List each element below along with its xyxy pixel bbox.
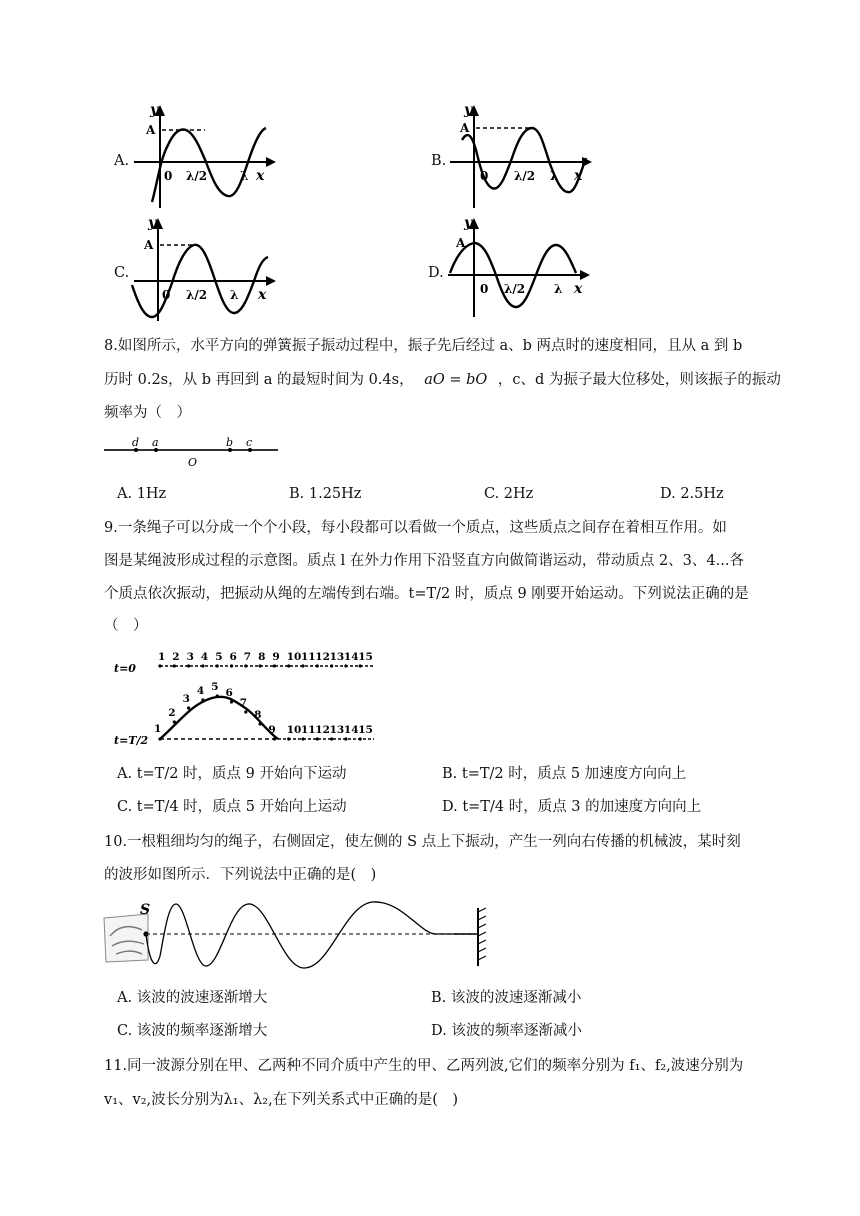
q9-top-point-dot [330,664,333,667]
q9-bottom-point-label: 4 [196,685,205,697]
q10-option-c[interactable]: C. 该波的频率逐渐增大 [117,1023,268,1039]
q7d-origin: 0 [480,282,489,296]
q9-top-point-label: 7 [243,651,252,663]
q9-bottom-point-label: 14 [343,724,359,736]
q8-option-a[interactable]: A. 1Hz [117,486,167,502]
q9-top-point-label: 11 [301,651,316,663]
q11-stem-line2: v₁、v₂,波长分别为λ₁、λ₂,在下列关系式中正确的是( ) [104,1092,459,1108]
q7d-half: λ/2 [504,282,526,296]
q9-stem-line3: 个质点依次振动，把振动从绳的左端传到右端。t=T/2 时，质点 9 刚要开始运动。下列说法正确的是 [104,586,749,602]
q8-stem-line1: 8.如图所示，水平方向的弹簧振子振动过程中，振子先后经过 a、b 两点时的速度相同，且从 a 到 b [104,338,743,354]
q9-bottom-point-dot [187,706,190,709]
q7a-y: y [150,102,159,118]
q8-stem-line2-b: ，c、d 为振子最大位移处，则该振子的振动 [497,372,781,388]
q7-graph-d [444,213,594,327]
q8-label-c: c [246,436,253,449]
q9-bottom-point-label: 10 [286,724,302,736]
q7c-x: x [258,287,267,303]
q7d-lambda: λ [554,282,563,296]
q8-option-c[interactable]: C. 2Hz [484,486,534,502]
q9-bottom-point-dot [173,720,176,723]
q10-option-b[interactable]: B. 该波的波速逐渐减小 [431,990,582,1006]
q9-bottom-point-dot [201,698,204,701]
q9-bottom-point-label: 6 [225,687,233,699]
q9-bottom-point-label: 7 [239,697,248,709]
q7-graph-c [130,213,280,327]
q9-bottom-point-label: 12 [315,724,330,736]
q9-option-d[interactable]: D. t=T/4 时，质点 3 的加速度方向向上 [442,799,702,815]
q8-stem-line3: 频率为（ ） [104,405,191,421]
q9-bottom-point-label: 1 [154,723,162,735]
q7-option-b-label: B. [431,153,447,169]
q7a-x: x [256,168,265,184]
q9-top-point-label: 1 [158,651,166,663]
q7-option-c-label: C. [114,265,130,281]
q9-top-point-dot [301,664,304,667]
q9-bottom-point-label: 15 [358,724,373,736]
q9-bottom-point-dot [316,737,319,740]
q9-t2-label: t=T/2 [114,734,149,747]
q7b-amp: A [460,121,470,135]
q7d-amp: A [456,236,466,250]
q9-top-point-dot [273,664,276,667]
q9-top-point-label: 8 [258,651,266,663]
q7a-origin: 0 [164,169,173,183]
q9-top-point-dot [187,664,190,667]
q10-option-a[interactable]: A. 该波的波速逐渐增大 [117,990,268,1006]
q7b-x: x [574,168,583,184]
q8-stem-line2-a: 历时 0.2s，从 b 再回到 a 的最短时间为 0.4s， [104,372,414,388]
q7d-y: y [464,215,473,231]
q7-graph-a [130,100,280,214]
q9-top-point-label: 5 [215,651,223,663]
q7-graph-b [446,100,596,214]
q9-top-point-label: 4 [200,651,209,663]
q7c-amp: A [144,238,154,252]
q7a-lambda: λ [240,169,249,183]
q9-bottom-point-dot [344,737,347,740]
q8-label-d: d [132,436,140,449]
q10-stem-line2: 的波形如图所示．下列说法中正确的是( ) [104,867,377,883]
q9-top-point-dot [230,664,233,667]
q8-option-d[interactable]: D. 2.5Hz [660,486,724,502]
q9-bottom-point-label: 8 [254,709,262,721]
q8-label-b: b [226,436,234,449]
q9-bottom-point-dot [216,694,219,697]
q10-rope-wave-figure [102,896,492,974]
q9-top-point-label: 2 [172,651,180,663]
q9-bottom-point-dot [359,737,362,740]
q8-spring-figure [102,436,282,474]
q7a-half: λ/2 [186,169,208,183]
q9-bottom-point-dot [158,737,161,740]
q9-bottom-point-label: 13 [329,724,345,736]
q9-top-point-dot [259,664,262,667]
q7b-y: y [464,102,473,118]
q9-option-c[interactable]: C. t=T/4 时，质点 5 开始向上运动 [117,799,347,815]
q9-top-point-dot [359,664,362,667]
q9-top-point-dot [244,664,247,667]
q7b-lambda: λ [550,169,559,183]
q11-stem-line1: 11.同一波源分别在甲、乙两种不同介质中产生的甲、乙两列波,它们的频率分别为 f₁、f₂,波速分别为 [104,1058,744,1074]
q9-option-b[interactable]: B. t=T/2 时，质点 5 加速度方向向上 [442,766,687,782]
q9-top-point-label: 13 [329,651,345,663]
q7c-half: λ/2 [186,288,208,302]
q9-rope-figure [112,644,382,752]
q9-stem-line4: （ ） [104,618,148,634]
q9-top-point-label: 14 [343,651,359,663]
q7c-y: y [148,215,157,231]
q9-bottom-point-dot [230,700,233,703]
q10-option-d[interactable]: D. 该波的频率逐渐减小 [431,1023,582,1039]
q7c-lambda: λ [230,288,239,302]
q7-option-d-label: D. [428,265,444,281]
q9-bottom-point-label: 3 [182,693,190,705]
q9-top-point-dot [173,664,176,667]
q8-label-a: a [152,436,159,449]
q9-top-point-dot [216,664,219,667]
q10-stem-line1: 10.一根粗细均匀的绳子，右侧固定，使左侧的 S 点上下振动，产生一列向右传播的机械波，某时刻 [104,834,741,850]
q7b-half: λ/2 [514,169,536,183]
q8-option-b[interactable]: B. 1.25Hz [289,486,362,502]
q9-top-point-dot [316,664,319,667]
q9-bottom-point-dot [330,737,333,740]
q9-option-a[interactable]: A. t=T/2 时，质点 9 开始向下运动 [117,766,347,782]
q7a-amp: A [146,123,156,137]
q9-top-point-label: 12 [315,651,330,663]
q9-top-point-dot [287,664,290,667]
q9-bottom-point-label: 5 [211,681,219,693]
q9-bottom-point-dot [273,737,276,740]
q9-bottom-point-dot [287,737,290,740]
q8-label-O: O [188,456,198,469]
q9-bottom-point-label: 2 [168,707,176,719]
q10-hand-icon [104,914,148,962]
q9-bottom-point-dot [301,737,304,740]
q9-top-point-label: 3 [186,651,194,663]
q9-top-point-label: 9 [272,651,280,663]
q9-top-point-dot [201,664,204,667]
q9-top-point-label: 10 [286,651,302,663]
q8-stem-line2 [104,370,781,390]
q9-top-point-dot [158,664,161,667]
q9-t0-label: t=0 [114,662,136,675]
q7d-x: x [574,281,583,297]
q8-math-aO-bO: aO = bO [424,372,488,388]
q7c-origin: 0 [162,288,171,302]
q10-label-S: S [140,902,151,918]
q9-stem-line2: 图是某绳波形成过程的示意图。质点 l 在外力作用下沿竖直方向做简谐运动，带动质点 2、3、4...各 [104,553,744,569]
q9-bottom-point-label: 9 [268,724,276,736]
q7-option-a-label: A. [114,153,130,169]
q9-top-point-label: 6 [229,651,237,663]
q9-bottom-point-dot [244,710,247,713]
q7b-origin: 0 [480,169,489,183]
q9-top-point-label: 15 [358,651,373,663]
q9-stem-line1: 9.一条绳子可以分成一个个小段，每小段都可以看做一个质点，这些质点之间存在着相互作用。如 [104,520,727,536]
q9-top-point-dot [344,664,347,667]
q9-bottom-point-dot [259,722,262,725]
q9-bottom-point-label: 11 [301,724,316,736]
